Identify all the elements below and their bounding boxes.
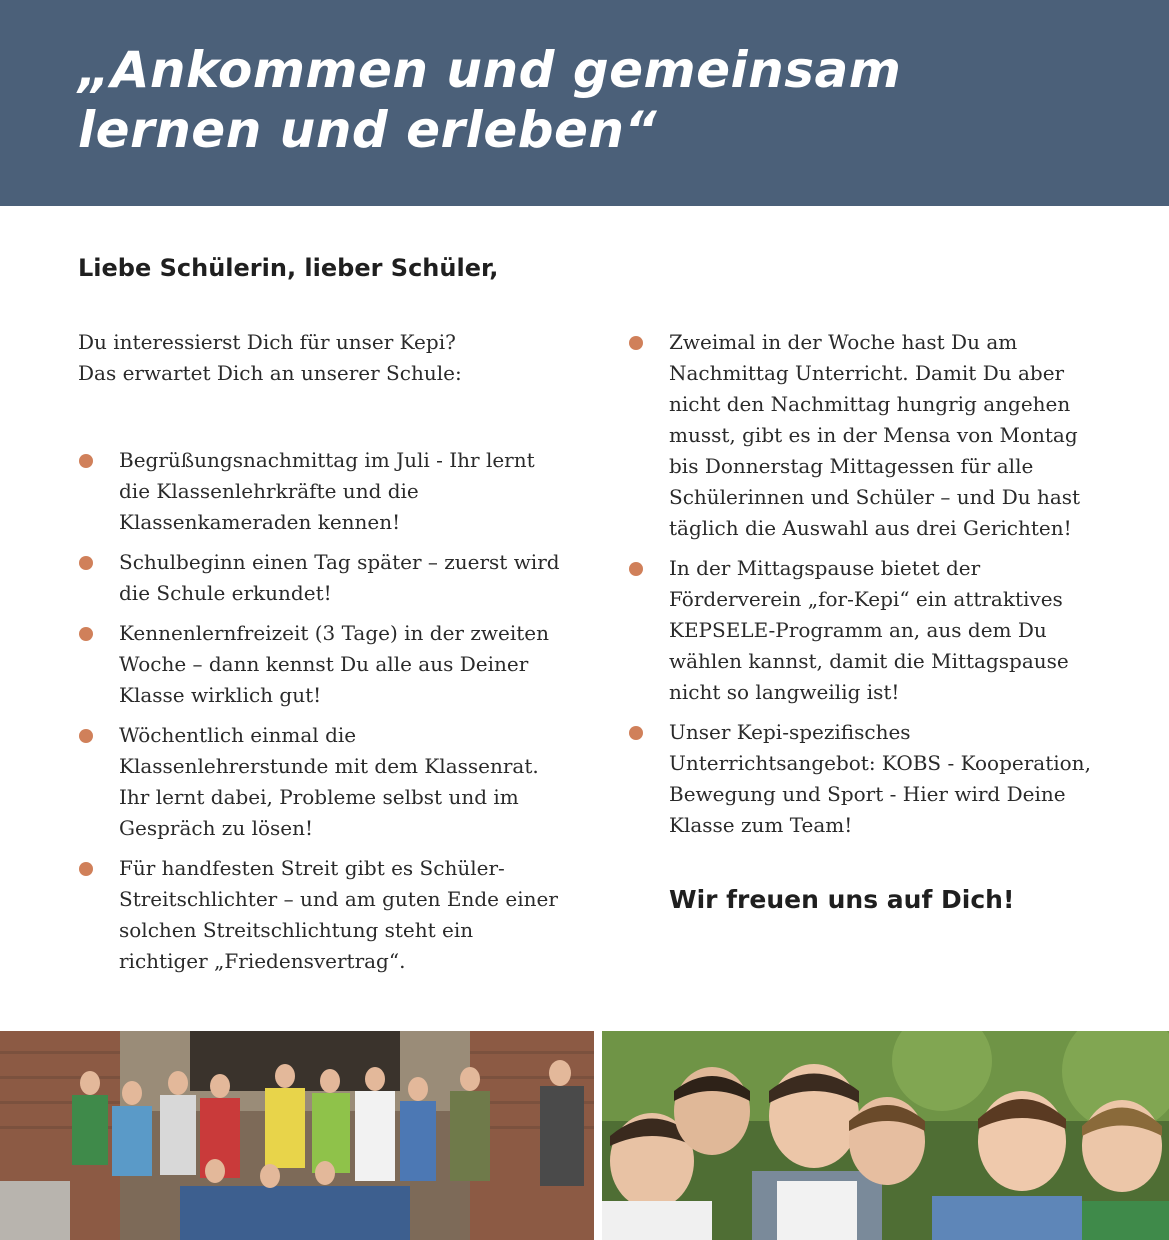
boys-photo (602, 1031, 1169, 1240)
list-item (628, 553, 1108, 708)
title-line-2: lernen und erleben“ (78, 101, 658, 159)
list-item-text: Unser Kepi-spezifisches Unterrichtsangebot: KOBS - Kooperation, Bewegung und Sport - Hier wird Deine Klasse zum Team! (669, 720, 1091, 837)
list-item-text: Für handfesten Streit gibt es Schüler-Streitschlichter – und am guten Ende einer solchen Streitschlichtung steht ein richtiger „Friedensvertrag“. (119, 856, 558, 973)
bullet-dot-icon (79, 454, 93, 468)
list-item (78, 853, 563, 977)
list-item (628, 327, 1108, 544)
title-line-1: „Ankommen und gemeinsam (78, 41, 902, 99)
list-item-text: Begrüßungsnachmittag im Juli - Ihr lernt die Klassenlehrkräfte und die Klassenkameraden kennen! (119, 448, 535, 534)
bullet-dot-icon (79, 556, 93, 570)
list-item-text: Schulbeginn einen Tag später – zuerst wird die Schule erkundet! (119, 550, 560, 605)
right-column (628, 327, 1108, 914)
left-bullet-list (78, 445, 563, 977)
bullet-dot-icon (79, 729, 93, 743)
group-photo-image (0, 1031, 594, 1240)
list-item (78, 547, 563, 609)
list-item (628, 717, 1108, 841)
intro-line-2: Das erwartet Dich an unserer Schule: (78, 361, 462, 385)
intro-line-1: Du interessierst Dich für unser Kepi? (78, 330, 456, 354)
left-column (78, 327, 563, 986)
list-item-text: Zweimal in der Woche hast Du am Nachmittag Unterricht. Damit Du aber nicht den Nachmittag hungrig angehen musst, gibt es in der Mensa von Montag bis Donnerstag Mittagessen für alle Schülerinnen und Schüler – und Du hast täglich die Auswahl aus drei Gerichten! (669, 330, 1081, 540)
list-item (78, 618, 563, 711)
list-item-text: In der Mittagspause bietet der Förderverein „for-Kepi“ ein attraktives KEPSELE-Programm an, aus dem Du wählen kannst, damit die Mittagspause nicht so langweilig ist! (669, 556, 1069, 704)
list-item (78, 445, 563, 538)
closing-text: Wir freuen uns auf Dich! (669, 885, 1015, 914)
group-photo (0, 1031, 594, 1240)
list-item (78, 720, 563, 844)
right-bullet-list (628, 327, 1108, 841)
boys-photo-image (602, 1031, 1169, 1240)
bullet-dot-icon (629, 336, 643, 350)
bullet-dot-icon (79, 862, 93, 876)
bullet-dot-icon (629, 562, 643, 576)
header-banner (0, 0, 1169, 206)
bullet-dot-icon (629, 726, 643, 740)
list-item-text: Wöchentlich einmal die Klassenlehrerstunde mit dem Klassenrat. Ihr lernt dabei, Probleme selbst und im Gespräch zu lösen! (119, 723, 539, 840)
greeting-heading: Liebe Schülerin, lieber Schüler, (78, 254, 499, 282)
page-title (78, 40, 901, 160)
list-item-text: Kennenlernfreizeit (3 Tage) in der zweiten Woche – dann kennst Du alle aus Deiner Klasse wirklich gut! (119, 621, 549, 707)
bullet-dot-icon (79, 627, 93, 641)
intro-text (78, 327, 563, 389)
